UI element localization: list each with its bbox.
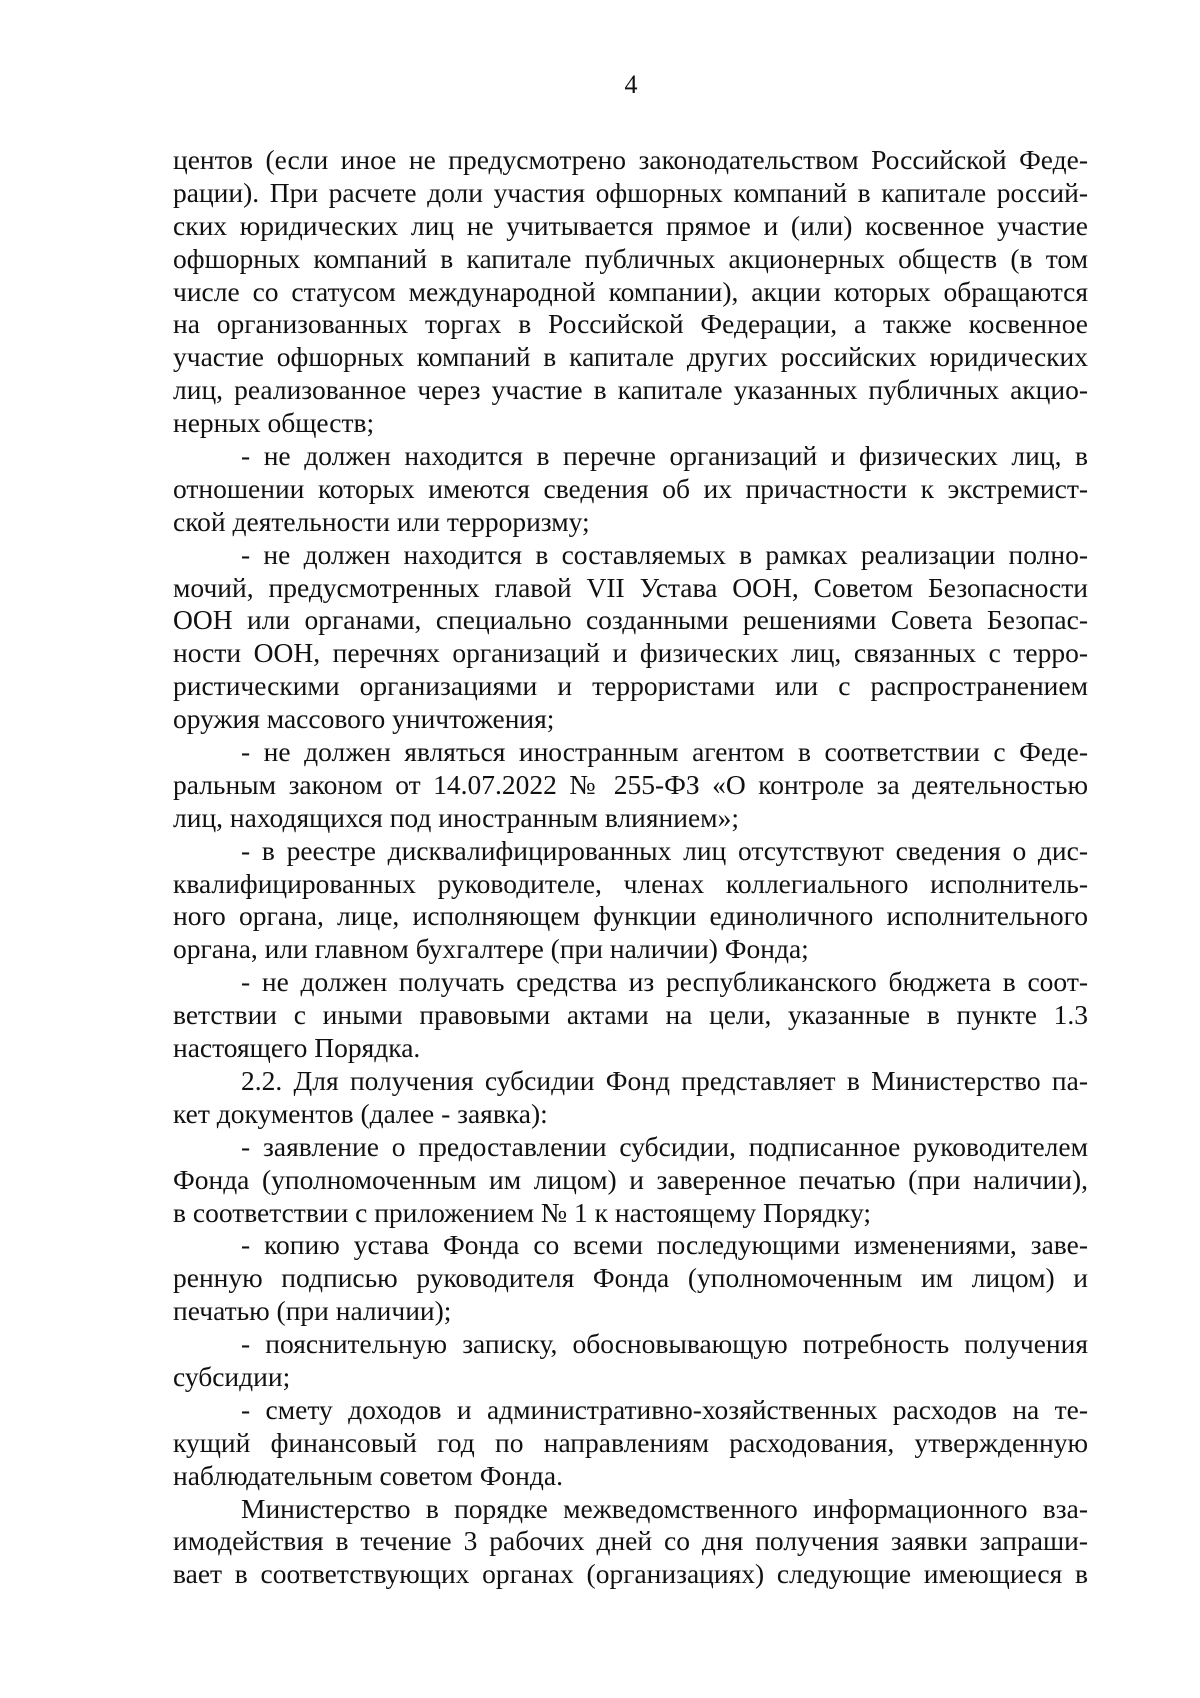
text-line: печатью (при наличии);: [173, 1295, 452, 1327]
text-line: квалифицированных руководителе, членах коллегиального исполнитель-: [173, 867, 1088, 899]
text-line: на организованных торгах в Российской Федерации, а также косвенное: [173, 308, 1088, 340]
text-line: лиц, реализованное через участие в капитале указанных публичных акцио-: [173, 374, 1088, 406]
text-line: 2.2. Для получения субсидии Фонд представляет в Министерство па-: [241, 1064, 1088, 1096]
text-line: - не должен получать средства из республиканского бюджета в соот-: [241, 966, 1088, 998]
text-line: нерных обществ;: [173, 407, 375, 439]
text-line: - смету доходов и административно-хозяйственных расходов на те-: [241, 1393, 1088, 1425]
text-line: ской деятельности или терроризму;: [173, 505, 590, 537]
page-number: 4: [624, 70, 638, 99]
text-line: центов (если иное не предусмотрено законодательством Российской Феде-: [173, 144, 1088, 175]
text-line: участие офшорных компаний в капитале других российских юридических: [173, 341, 1088, 373]
text-line: мочий, предусмотренных главой VII Устава ООН, Советом Безопасности: [173, 571, 1088, 603]
text-line: - копию устава Фонда со всеми последующими изменениями, заве-: [241, 1229, 1088, 1261]
text-line: ООН или органами, специально созданными решениями Совета Безопас-: [173, 604, 1088, 636]
text-line: ветствии с иными правовыми актами на цели, указанные в пункте 1.3: [173, 999, 1088, 1031]
text-line: вает в соответствующих органах (организациях) следующие имеющиеся в: [173, 1558, 1088, 1590]
text-line: офшорных компаний в капитале публичных акционерных обществ (в том: [173, 242, 1088, 274]
text-line: ских юридических лиц не учитывается прямое и (или) косвенное участие: [173, 209, 1088, 241]
text-line: ренную подписью руководителя Фонда (уполномоченным им лицом) и: [173, 1262, 1088, 1294]
text-line: - в реестре дисквалифицированных лиц отсутствуют сведения о дис-: [241, 834, 1088, 866]
text-line: органа, или главном бухгалтере (при наличии) Фонда;: [173, 933, 809, 965]
text-line: Фонда (уполномоченным им лицом) и заверенное печатью (при наличии),: [173, 1163, 1088, 1195]
text-line: числе со статусом международной компании), акции которых обращаются: [173, 275, 1088, 307]
text-line: - заявление о предоставлении субсидии, подписанное руководителем: [241, 1130, 1088, 1162]
text-line: Министерство в порядке межведомственного информационного вза-: [241, 1492, 1088, 1524]
text-line: кет документов (далее - заявка):: [173, 1097, 548, 1129]
text-line: ристическими организациями и террористами или с распространением: [173, 670, 1088, 702]
document-body: [173, 144, 1088, 1591]
text-line: рации). При расчете доли участия офшорных компаний в капитале россий-: [173, 176, 1088, 208]
text-line: ральным законом от 14.07.2022 № 255-ФЗ «О контроле за деятельностью: [173, 768, 1088, 800]
text-line: отношении которых имеются сведения об их причастности к экстремист-: [173, 472, 1088, 504]
text-line: имодействия в течение 3 рабочих дней со дня получения заявки запраши-: [173, 1525, 1088, 1557]
text-line: - не должен находится в составляемых в рамках реализации полно-: [241, 538, 1088, 570]
text-line: - пояснительную записку, обосновывающую потребность получения: [241, 1328, 1088, 1360]
text-line: ного органа, лице, исполняющем функции единоличного исполнительного: [173, 900, 1088, 932]
text-line: - не должен являться иностранным агентом в соответствии с Феде-: [241, 736, 1088, 768]
text-line: кущий финансовый год по направлениям расходования, утвержденную: [173, 1426, 1088, 1458]
text-line: наблюдательным советом Фонда.: [173, 1459, 563, 1491]
text-line: - не должен находится в перечне организаций и физических лиц, в: [241, 440, 1088, 472]
text-line: субсидии;: [173, 1360, 291, 1392]
text-line: в соответствии с приложением № 1 к настоящему Порядку;: [173, 1196, 871, 1228]
text-line: лиц, находящихся под иностранным влиянием»;: [173, 801, 739, 833]
text-line: настоящего Порядка.: [173, 1032, 421, 1064]
text-line: оружия массового уничтожения;: [173, 703, 555, 735]
text-line: ности ООН, перечнях организаций и физических лиц, связанных с терро-: [173, 637, 1088, 669]
